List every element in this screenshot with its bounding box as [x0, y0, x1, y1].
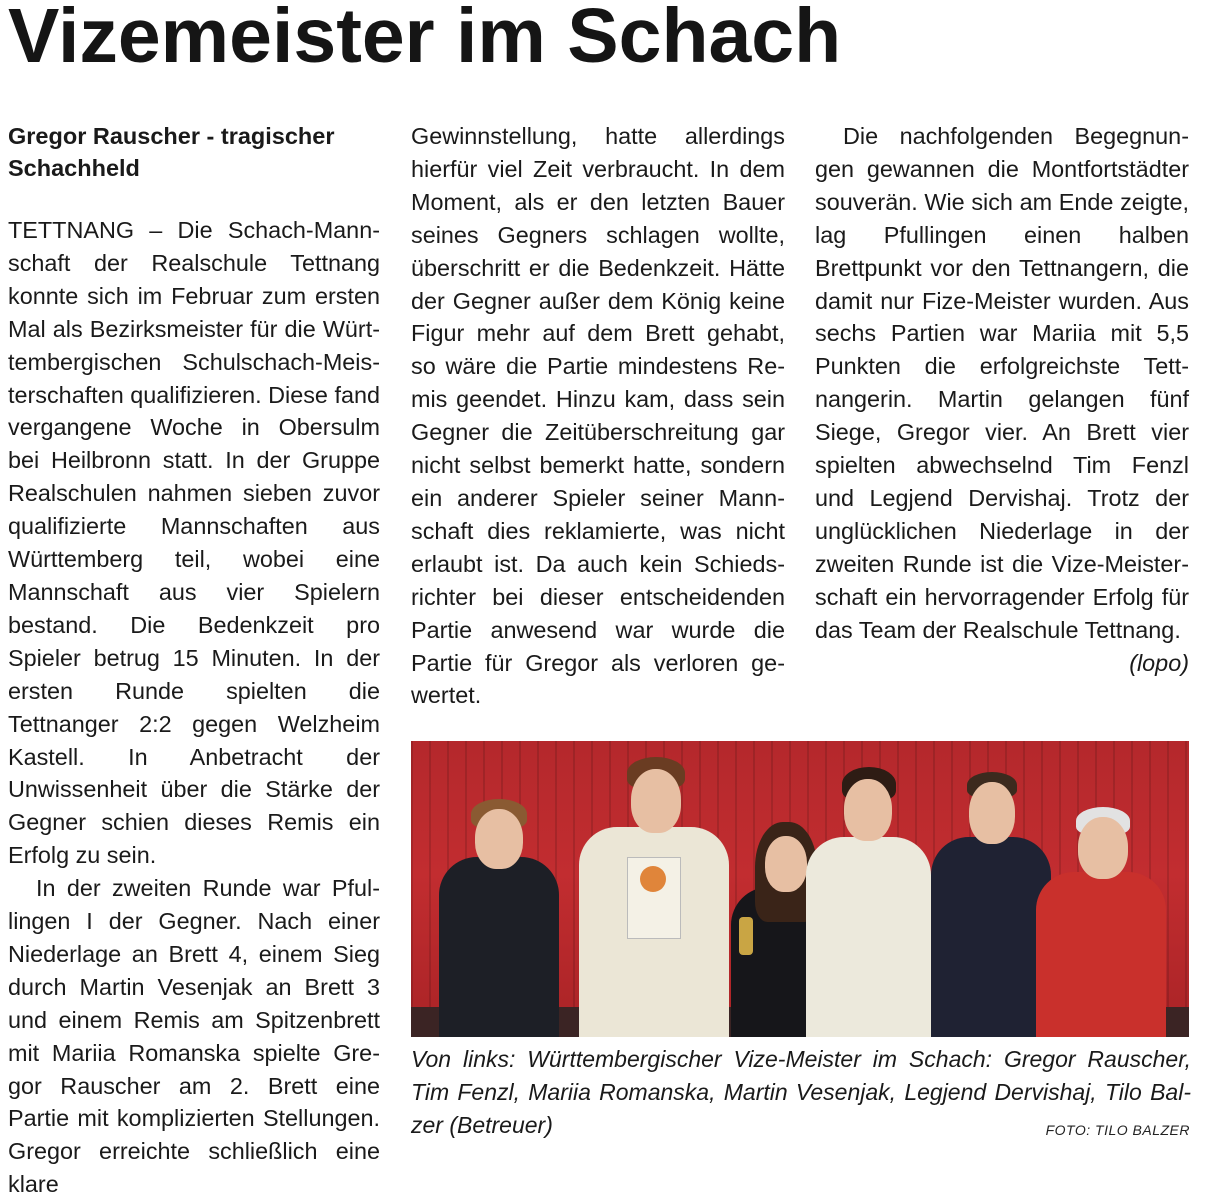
trophy — [739, 917, 753, 955]
article-paragraph-2-start: In der zweiten Runde war Pfullingen I der Gegner. Nach einer Niederlage an Brett 4, einem Sieg durch Martin Vesenjak an Brett 3 und einem Remis am Spitzenbrett mit Mariia Romanska spielte Gregor Rauscher am 2. Brett eine Partie mit komplizierten Stellungen. Gregor erreichte schließlich eine klare — [8, 875, 380, 1198]
team-photo — [411, 741, 1189, 1037]
person-4 — [806, 767, 931, 1037]
photo-credit: FOTO: TILO BALZER — [1045, 1122, 1190, 1138]
certificate — [627, 857, 681, 939]
article-paragraph-2-continued: Gewinnstellung, hatte allerdings hierfür viel Zeit verbraucht. In dem Moment, als er den letzten Bauer seines Gegners schlagen wollte, überschritt er die Bedenkzeit. Hätte der Gegner außer dem König keine Figur mehr auf dem Brett gehabt, so wäre die Partie mindestens Remis geendet. Hinzu kam, dass sein Gegner die Zeitüberschreitung gar nicht selbst bemerkt hatte, sondern ein anderer Spieler seiner Mannschaft dies reklamierte, was nicht erlaubt ist. Da auch kein Schiedsrichter bei dieser entscheidenden Partie anwesend war wurde die Partie für Gregor als verloren gewertet. — [411, 123, 785, 709]
person-2 — [579, 757, 729, 1037]
headline: Vizemeister im Schach — [8, 0, 842, 79]
person-6 — [1036, 807, 1166, 1037]
column-2 — [411, 120, 785, 712]
column-1 — [8, 120, 380, 1201]
person-5 — [931, 772, 1051, 1037]
article-paragraph-3: Die nachfolgenden Begegnungen gewannen die Montfortstädter souverän. Wie sich am Ende zeigte, lag Pfullingen einen halben Brettpunkt vor den Tettnangern, die damit nur Fize-Meister wurden. Aus sechs Partien war Mariia mit 5,5 Punkten die erfolgreichste Tettnangerin. Martin gelangen fünf Siege, Gregor vier. An Brett vier spielten abwechselnd Tim Fenzl und Legjend Dervishaj. Trotz der unglücklichen Niederlage in der zweiten Runde ist die Vize-Meisterschaft ein hervorragender Erfolg für das Team der Realschule Tettnang. — [815, 123, 1189, 643]
subheadline: Gregor Rauscher - tragischer Schachheld — [8, 123, 335, 181]
author-signature: (lopo) — [1129, 649, 1189, 676]
person-1 — [439, 797, 559, 1037]
column-3 — [815, 120, 1189, 679]
photo-caption: Von links: Württembergischer Vize-Meister im Schach: Gregor Rauscher, Tim Fenzl, Mariia Romanska, Martin Vesenjak, Legjend Dervishaj, Tilo Balzer (Betreuer) — [411, 1046, 1191, 1138]
article-paragraph-1: TETTNANG – Die Schach-Mannschaft der Realschule Tettnang konnte sich im Februar zum ersten Mal als Bezirksmeister für die Württembergischen Schulschach-Meisterschaften qualifizieren. Diese fand vergangene Woche in Obersulm bei Heilbronn statt. In der Gruppe Realschulen nahmen sieben zuvor qualifizierte Mannschaften aus Württemberg teil, wobei eine Mannschaft aus vier Spielern bestand. Die Bedenkzeit pro Spieler betrug 15 Minuten. In der ersten Runde spielten die Tettnanger 2:2 gegen Welzheim Kastell. In Anbetracht der Unwissenheit über die Stärke der Gegner schien dieses Remis ein Erfolg zu sein. — [8, 217, 380, 869]
